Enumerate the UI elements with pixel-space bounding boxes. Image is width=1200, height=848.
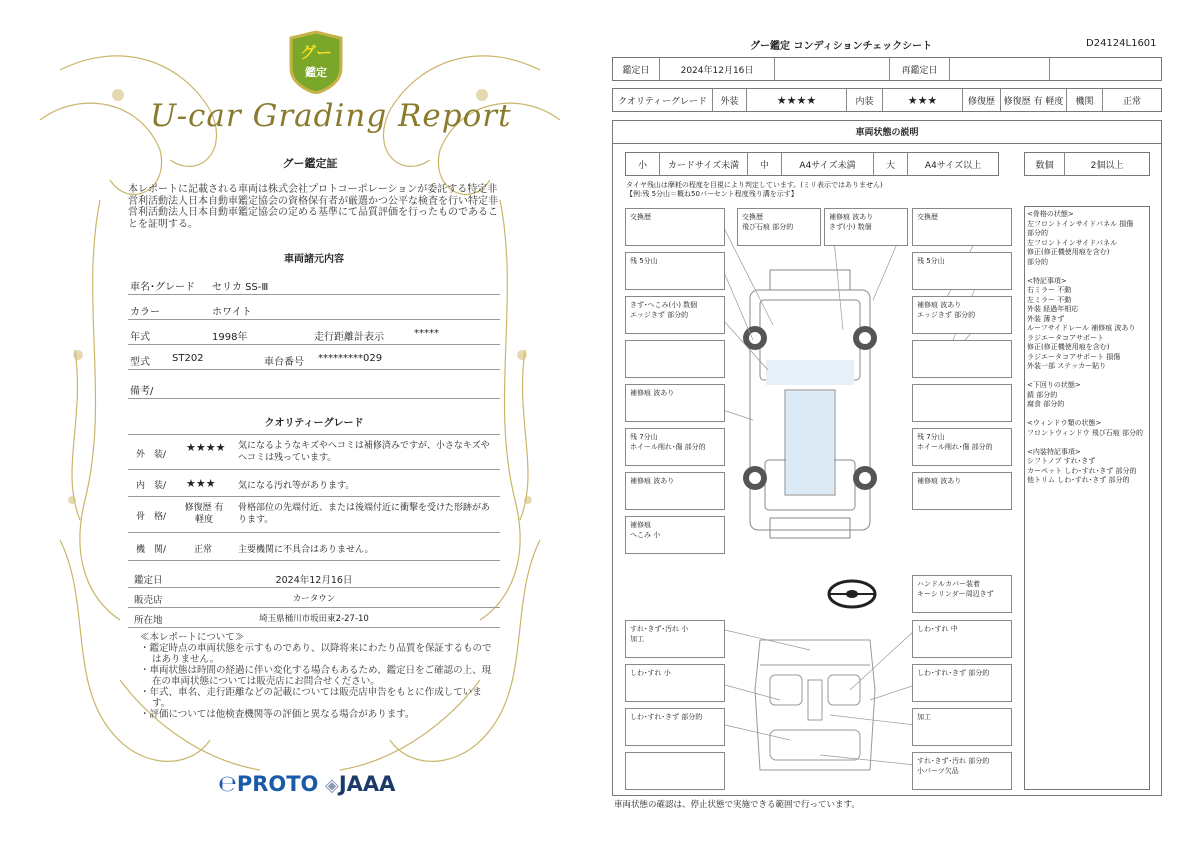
cert-title: グー鑑定証 [282,157,338,170]
note-line: シフトノブ すれ･きず [1027,457,1096,465]
remarks-label: 備考/ [130,386,154,397]
ext-box-left-4 [625,340,725,378]
int-box-right-1: しわ･すれ 中 [912,620,1012,658]
info-row-shop [128,588,500,608]
info-value: 2024年12月16日 [275,575,353,586]
note-line: 錆 部分的 [1027,390,1058,399]
ext-box-left-1: 交換歴 [625,208,725,246]
goo-appraisal-logo [287,30,345,94]
spec-row-remarks [128,375,500,399]
sheet-title: グー鑑定 コンディションチェックシート [750,41,933,52]
count-label: 数個 [1025,153,1065,175]
info-label: 販売店 [134,595,163,606]
ext-box-right-7: 補修痕 波あり [912,472,1012,510]
note-line: 他トリム しわ･すれ･きず 部分的 [1027,476,1130,484]
q-grade: ★★★ [186,477,216,490]
ext-label: 外装 [713,89,747,111]
chassis-label: 車台番号 [264,357,304,368]
int-label: 内装 [847,89,883,111]
cond-title: 車両状態の説明 [612,120,1162,144]
tire-note-2: 【例:残 5分山＝概ね50パーセント程度残り溝を示す】 [626,190,798,198]
engine-value: 正常 [1122,96,1141,107]
int-box-handle: ハンドルカバー装着 キーシリンダー周辺きず [912,575,1012,613]
info-value: 埼玉県桶川市坂田東2-27-10 [259,614,369,624]
quality-title: クオリティーグレード [264,418,364,429]
note-line: 修正(修正機使用痕を含む) [1027,248,1110,256]
int-value: ★★★ [883,89,963,111]
int-box-left-4 [625,752,725,790]
condition-notes [1027,210,1149,486]
int-box-right-4: すれ･きず･汚れ 部分的 小パーツ欠品 [912,752,1012,790]
note-line: ラジエータコアサポート 損傷 [1027,352,1121,361]
ext-box-left-8: 補修痕 へこみ 小 [625,516,725,554]
size-mid-desc: A4サイズ未満 [782,153,874,175]
note-item: ・鑑定時点の車両状態を示すものであり、以降将来にわたり品質を保証するものではありません。 [140,643,492,665]
int-box-left-3: しわ･すれ･きず 部分的 [625,708,725,746]
sheet-footer: 車両状態の確認は、停止状態で実施できる範囲で行っています。 [614,800,860,810]
note-item: ・車両状態は時間の経過に伴い変化する場合もあるため、鑑定日をご確認の上、現在の車両状態については販売店にお問合せください。 [140,665,492,687]
redate-value [950,58,1050,80]
q-label: 機 関/ [136,545,167,555]
size-legend [625,152,999,176]
note-line: 部分的 [1027,229,1048,237]
q-desc: 骨格部位の先端付近、または後端付近に衝撃を受けた形跡があります。 [238,503,491,525]
note-spacer [1027,267,1149,277]
chassis-value: *********029 [318,353,383,364]
q-grade: 正常 [194,545,213,555]
count-desc: 2個以上 [1090,160,1124,171]
note-line: 左フロントインサイドパネル [1027,238,1118,247]
ext-box-right-2: 残 5分山 [912,252,1012,290]
info-row-date [128,568,500,588]
note-line: 修正(修正機使用痕を含む) [1027,343,1110,351]
color-value: ホワイト [212,307,252,318]
condition-check-sheet [600,0,1200,848]
int-box-left-1: すれ･きず･汚れ 小 加工 [625,620,725,658]
q-grade: ★★★★ [186,441,226,454]
proto-logo: ℮PROTO [218,772,319,797]
ext-box-right-1: 交換歴 [912,208,1012,246]
shield-logo-icon [287,30,345,94]
year-label: 年式 [130,332,150,343]
date-blank [775,58,890,80]
int-box-right-3: 加工 [912,708,1012,746]
q-label: 外 装/ [136,450,167,460]
quality-row-exterior [128,434,500,470]
doc-id: D24124L1601 [1086,38,1157,49]
name-value: セリカ SS-Ⅲ [212,282,269,293]
note-spacer [1027,410,1149,420]
color-label: カラー [130,307,160,318]
quality-row-frame [128,497,500,533]
notes-title: ≪本レポートについて≫ [140,632,245,643]
year-value: 1998年 [212,332,248,343]
ext-box-left-6: 残 7分山 ホイール削れ･傷 部分的 [625,428,725,466]
ext-box-right-5 [912,384,1012,422]
spec-row-model [128,346,500,370]
note-line: <特記事項> [1027,276,1067,285]
info-label: 鑑定日 [134,575,163,586]
note-line: ルーフサイドレール 補修痕 波あり [1027,324,1136,332]
ext-box-left-7: 補修痕 波あり [625,472,725,510]
note-line: 部分的 [1027,257,1048,266]
ext-box-left-3: きず･へこみ(小) 数個 エッジきず 部分的 [625,296,725,334]
spec-row-color [128,296,500,320]
q-label: 内 装/ [136,481,167,491]
size-mid: 中 [748,153,782,175]
note-item: ・年式、車名、走行距離などの記載については販売店申告をもとに作成しています。 [140,687,482,709]
tire-note-1: タイヤ残山は摩耗の程度を目視により判定しています。(ミリ表示ではありません) [626,181,883,189]
ext-box-top-1: 交換歴 飛び石痕 部分的 [737,208,821,246]
report-title-script: U-car Grading Report [150,98,512,134]
int-box-right-2: しわ･すれ･きず 部分的 [912,664,1012,702]
size-small: 小 [626,153,660,175]
note-line: 外装 薄きず [1027,314,1065,323]
note-spacer [1027,438,1149,448]
note-line: 腐食 部分的 [1027,400,1065,408]
ext-box-right-4 [912,340,1012,378]
note-line: <骨格の状態> [1027,210,1074,218]
info-value: カータウン [292,594,336,604]
q-label: 骨 格/ [136,512,167,522]
size-large: 大 [874,153,908,175]
model-value: ST202 [172,353,204,364]
size-large-desc: A4サイズ以上 [924,160,982,171]
q-desc: 気になる汚れ等があります。 [238,481,355,491]
model-label: 型式 [130,357,150,368]
date-row [612,57,1162,81]
jaaa-logo: ◈JAAA [325,772,396,796]
date-label: 鑑定日 [613,58,660,80]
grade-row [612,88,1162,112]
note-spacer [1027,372,1149,382]
ext-value: ★★★★ [747,89,847,111]
note-line: 外装一部 ステッカー貼り [1027,362,1107,370]
q-grade: 修復歴 有 軽度 [184,503,224,525]
count-legend [1024,152,1150,176]
info-label: 所在地 [134,615,163,626]
spec-title: 車両諸元内容 [284,254,344,265]
ext-box-right-3: 補修痕 波あり エッジきず 部分的 [912,296,1012,334]
note-line: <内装特記事項> [1027,447,1081,456]
repair-label: 修復歴 [963,89,1001,111]
date-value: 2024年12月16日 [660,58,775,80]
engine-label: 機関 [1067,89,1103,111]
note-line: 左ミラー 不動 [1027,295,1072,304]
mileage-label: 走行距離計表示 [314,332,384,343]
note-item: ・評価については他検査機関等の評価と異なる場合があります。 [140,709,415,720]
quality-row-interior [128,470,500,497]
repair-value: 修復歴 有 軽度 [1001,89,1067,111]
note-line: ラジエータコアサポート [1027,333,1104,342]
q-desc: 主要機関に不具合はありません。 [238,545,374,555]
svg-text:鑑定: 鑑定 [305,67,327,79]
note-line: 外装 経過年相応 [1027,305,1079,313]
spec-row-name [128,271,500,295]
quality-row-engine [128,533,500,561]
note-line: フロントウィンドウ 飛び石痕 部分的 [1027,428,1144,437]
info-row-address [128,608,500,628]
q-desc: 気になるようなキズやヘコミは補修済みですが、小さなキズやヘコミは残っています。 [238,441,490,463]
cert-text: 本レポートに記載される車両は株式会社プロトコーポレーションが委託する特定非営利活動法人日本自動車鑑定協会の資格保有者が厳選かつ公平な検査を行い特定非営利活動法人日本自動車鑑定協会の定める基準にて品質評価を行ったものであることを証明する。 [128,184,498,230]
note-line: カーペット しわ･すれ･きず 部分的 [1027,466,1137,475]
redate-label: 再鑑定日 [890,58,950,80]
note-line: 左フロントインサイドパネル 損傷 [1027,219,1134,228]
note-line: <下回りの状態> [1027,381,1081,389]
note-line: <ウィンドウ類の状態> [1027,419,1102,427]
ext-box-left-2: 残 5分山 [625,252,725,290]
ext-box-right-6: 残 7分山 ホイール削れ･傷 部分的 [912,428,1012,466]
ext-box-top-2: 補修痕 波あり きず(小) 数個 [824,208,908,246]
svg-text:グー: グー [299,45,333,62]
size-small-desc: カードサイズ未満 [660,153,748,175]
interior-callout-lines [720,625,920,785]
mileage-value: ***** [414,328,439,339]
report-notes [140,632,500,720]
steering-wheel-icon [826,578,878,610]
ext-box-left-5: 補修痕 波あり [625,384,725,422]
grade-label: クオリティーグレード [613,89,713,111]
name-label: 車名･グレード [130,282,195,293]
spec-row-year [128,321,500,345]
note-line: 右ミラー 不動 [1027,286,1072,294]
int-box-left-2: しわ･すれ 小 [625,664,725,702]
